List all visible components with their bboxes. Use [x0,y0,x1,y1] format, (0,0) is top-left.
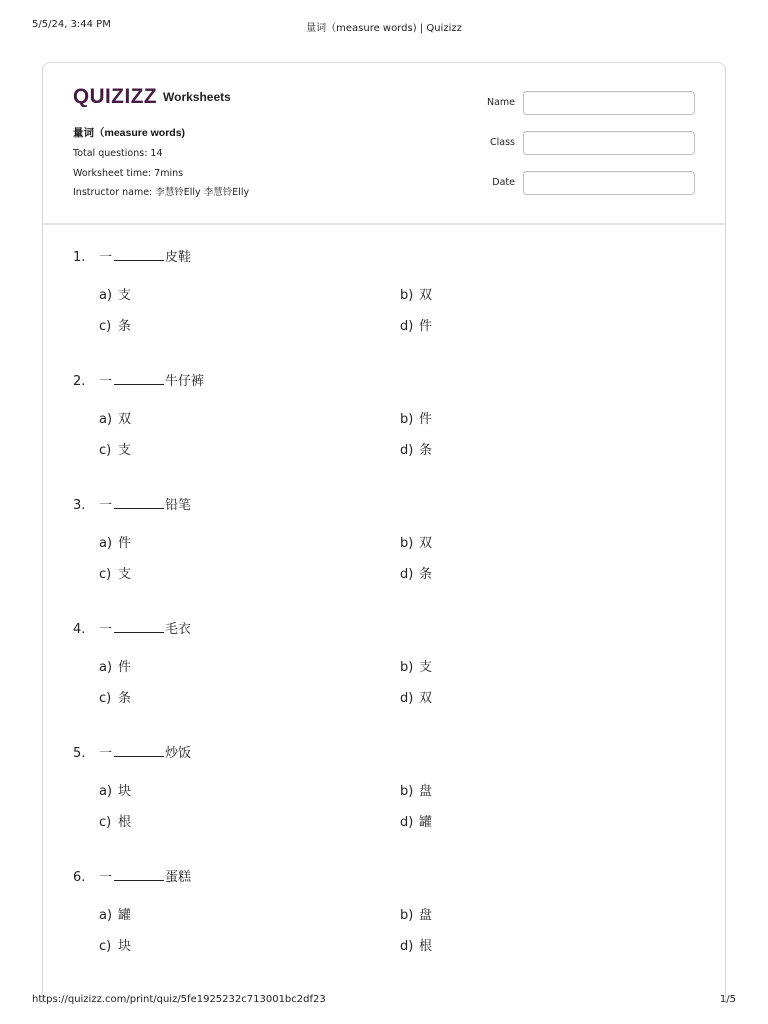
question-stem [73,370,204,389]
option-a: a) 罐 [99,908,132,923]
question-prefix: 一 [99,746,113,761]
class-field[interactable] [523,131,695,155]
answer-blank [114,620,164,633]
option-a: a) 双 [99,412,132,427]
question-item [43,863,725,987]
worksheet-card [42,62,726,1003]
option-d: d) 条 [400,567,433,582]
option-d: d) 根 [400,939,433,954]
option-d: d) 条 [400,443,433,458]
print-page-title: 量词（measure words) | Quizizz [306,23,462,34]
print-url: https://quizizz.com/print/quiz/5fe1925232c713001bc2df23 [32,994,326,1005]
question-suffix: 炒饭 [165,746,192,761]
option-c: c) 块 [99,939,132,954]
option-a: a) 块 [99,784,132,799]
option-c: c) 根 [99,815,132,830]
option-b: b) 件 [400,412,433,427]
question-number: 4. [73,622,86,637]
question-number: 2. [73,374,86,389]
question-number: 1. [73,250,86,265]
date-label: Date [492,177,515,188]
question-suffix: 铅笔 [165,498,192,513]
brand [73,83,231,111]
answer-blank [114,496,164,509]
question-number: 6. [73,870,86,885]
question-item [43,615,725,739]
brand-suffix: Worksheets [163,90,231,104]
option-c: c) 条 [99,319,132,334]
question-stem [73,246,191,265]
question-item [43,243,725,367]
instructor-name: Instructor name: 李慧铃Elly 李慧铃Elly [73,187,250,198]
option-d: d) 双 [400,691,433,706]
worksheet-meta [73,126,453,203]
name-field[interactable] [523,91,695,115]
option-d: d) 件 [400,319,433,334]
quizizz-logo [73,83,157,107]
option-c: c) 支 [99,443,132,458]
name-field-row [463,91,695,115]
class-label: Class [490,137,515,148]
name-label: Name [486,97,515,108]
question-item [43,739,725,863]
question-number: 3. [73,498,86,513]
print-page-number: 1/5 [719,994,736,1005]
question-prefix: 一 [99,374,113,389]
question-list [43,243,725,987]
question-suffix: 毛衣 [165,622,192,637]
question-suffix: 牛仔裤 [165,374,205,389]
print-header [0,0,768,40]
option-a: a) 支 [99,288,132,303]
question-suffix: 蛋糕 [165,870,192,885]
question-number: 5. [73,746,86,761]
question-stem [73,866,191,885]
option-b: b) 双 [400,536,433,551]
question-item [43,491,725,615]
option-b: b) 双 [400,288,433,303]
question-prefix: 一 [99,498,113,513]
option-d: d) 罐 [400,815,433,830]
worksheet-title: 量词（measure words) [73,127,186,139]
question-item [43,367,725,491]
print-footer [0,994,768,1014]
question-suffix: 皮鞋 [165,250,192,265]
question-stem [73,494,191,513]
option-c: c) 支 [99,567,132,582]
total-questions: Total questions: 14 [73,148,163,159]
answer-blank [114,372,164,385]
date-field-row [463,171,695,195]
print-datetime: 5/5/24, 3:44 PM [32,19,111,30]
question-prefix: 一 [99,622,113,637]
answer-blank [114,248,164,261]
question-stem [73,618,191,637]
option-b: b) 支 [400,660,433,675]
option-b: b) 盘 [400,908,433,923]
option-a: a) 件 [99,536,132,551]
question-prefix: 一 [99,250,113,265]
date-field[interactable] [523,171,695,195]
worksheet-header [43,63,725,225]
answer-blank [114,868,164,881]
worksheet-time: Worksheet time: 7mins [73,167,184,179]
svg-text:QUIZIZZ: QUIZIZZ [73,85,157,107]
question-prefix: 一 [99,870,113,885]
option-c: c) 条 [99,691,132,706]
option-b: b) 盘 [400,784,433,799]
answer-blank [114,744,164,757]
question-stem [73,742,191,761]
class-field-row [463,131,695,155]
option-a: a) 件 [99,660,132,675]
